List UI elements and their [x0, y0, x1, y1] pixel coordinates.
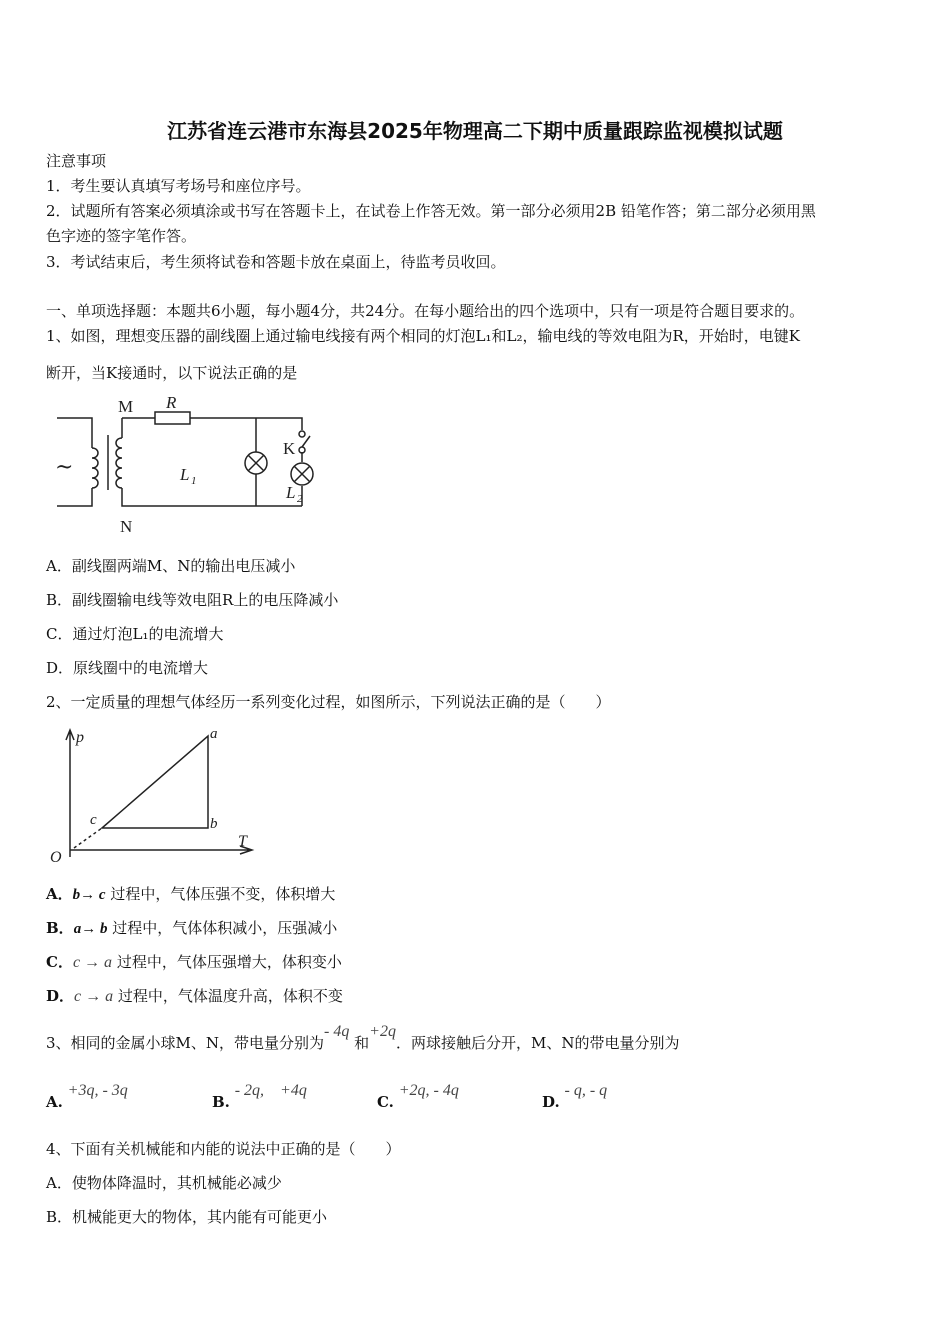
q2-stem: 2、一定质量的理想气体经历一系列变化过程，如图所示，下列说法正确的是（ ） — [46, 693, 611, 711]
option-label: C. — [377, 1093, 394, 1111]
label-n: N — [120, 517, 133, 536]
option-label: D. — [542, 1093, 560, 1111]
charge-value: - 4q — [324, 1023, 350, 1040]
label-l1-sub: 1 — [191, 475, 197, 487]
notice-heading: 注意事项 — [46, 152, 107, 170]
q3-text: 和 — [354, 1034, 370, 1052]
q1-option-b: B．副线圈输电线等效电阻R上的电压降减小 — [46, 591, 339, 609]
q3-option-d — [542, 1082, 608, 1113]
q1-stem-2: 断开，当K接通时，以下说法正确的是 — [46, 364, 298, 382]
q1-option-c: C．通过灯泡L₁的电流增大 — [46, 625, 224, 643]
label-l1: L — [180, 465, 190, 484]
option-text: 过程中，气体压强增大，体积变小 — [116, 953, 342, 971]
circuit-diagram — [40, 390, 320, 540]
q3-option-c — [377, 1082, 459, 1113]
q2-option-d — [46, 986, 343, 1007]
pt-graph — [40, 722, 260, 867]
point-a-label: a — [210, 726, 218, 742]
notice-item: 2．试题所有答案必须填涂或书写在答题卡上，在试卷上作答无效。第一部分必须用2B 铅笔作答；第二部分必须用黑 — [46, 202, 816, 220]
label-k: K — [283, 439, 296, 458]
option-text: 过程中，气体体积减小，压强减小 — [112, 919, 338, 937]
charge-value: +2q — [369, 1023, 396, 1040]
q3-text: ．两球接触后分开，M、N的带电量分别为 — [395, 1034, 680, 1052]
q4-option-a: A．使物体降温时，其机械能必减少 — [46, 1174, 282, 1192]
q4-option-b: B．机械能更大的物体，其内能有可能更小 — [46, 1208, 328, 1226]
q2-option-b — [46, 918, 337, 939]
q1-stem: 1、如图，理想变压器的副线圈上通过输电线接有两个相同的灯泡L₁和L₂，输电线的等效电阻为R，开始时，电键K — [46, 327, 800, 345]
option-text: 过程中，气体温度升高，体积不变 — [117, 987, 343, 1005]
section-heading: 一、单项选择题：本题共6小题，每小题4分，共24分。在每小题给出的四个选项中，只有一项是符合题目要求的。 — [46, 302, 805, 320]
q3-option-a — [46, 1082, 128, 1113]
q3-stem — [46, 1023, 680, 1054]
option-label: B． — [46, 919, 74, 937]
option-label: A. — [46, 1093, 63, 1111]
q1-option-a: A．副线圈两端M、N的输出电压减小 — [46, 557, 296, 575]
notice-item: 色字迹的签字笔作答。 — [46, 227, 197, 245]
option-label: D． — [46, 987, 75, 1005]
point-b-label: b — [210, 816, 218, 832]
process: a→ b — [73, 921, 108, 937]
label-l2: L — [286, 483, 296, 502]
q3-option-b — [212, 1082, 307, 1113]
point-c-label: c — [90, 812, 97, 828]
option-value: - q, - q — [564, 1082, 608, 1099]
origin-label: O — [50, 849, 62, 866]
process: c → a — [72, 954, 113, 971]
q2-option-c — [46, 952, 342, 973]
process: b→ c — [72, 887, 106, 903]
option-value: +3q, - 3q — [67, 1082, 128, 1099]
notice-item: 1．考生要认真填写考场号和座位序号。 — [46, 177, 311, 195]
label-m: M — [118, 397, 134, 416]
ac-source-label: ~ — [55, 455, 74, 480]
option-text: 过程中，气体压强不变，体积增大 — [110, 885, 336, 903]
option-label: C． — [46, 953, 73, 971]
label-l2-sub: 2 — [297, 493, 303, 505]
process: c → a — [74, 988, 114, 1005]
axis-p-label: p — [76, 729, 84, 746]
axis-t-label: T — [238, 833, 247, 850]
option-label: A． — [46, 885, 73, 903]
page-title: 江苏省连云港市东海县2025年物理高二下期中质量跟踪监视模拟试题 — [167, 119, 783, 143]
option-value: - 2q, +4q — [234, 1082, 307, 1099]
option-label: B. — [212, 1093, 230, 1111]
label-r: R — [166, 393, 177, 412]
q4-stem: 4、下面有关机械能和内能的说法中正确的是（ ） — [46, 1140, 401, 1158]
notice-item: 3．考试结束后，考生须将试卷和答题卡放在桌面上，待监考员收回。 — [46, 253, 506, 271]
option-value: +2q, - 4q — [398, 1082, 459, 1099]
q2-option-a — [46, 884, 335, 905]
q3-text: 3、相同的金属小球M、N，带电量分别为 — [46, 1034, 325, 1052]
q1-option-d: D．原线圈中的电流增大 — [46, 659, 209, 677]
